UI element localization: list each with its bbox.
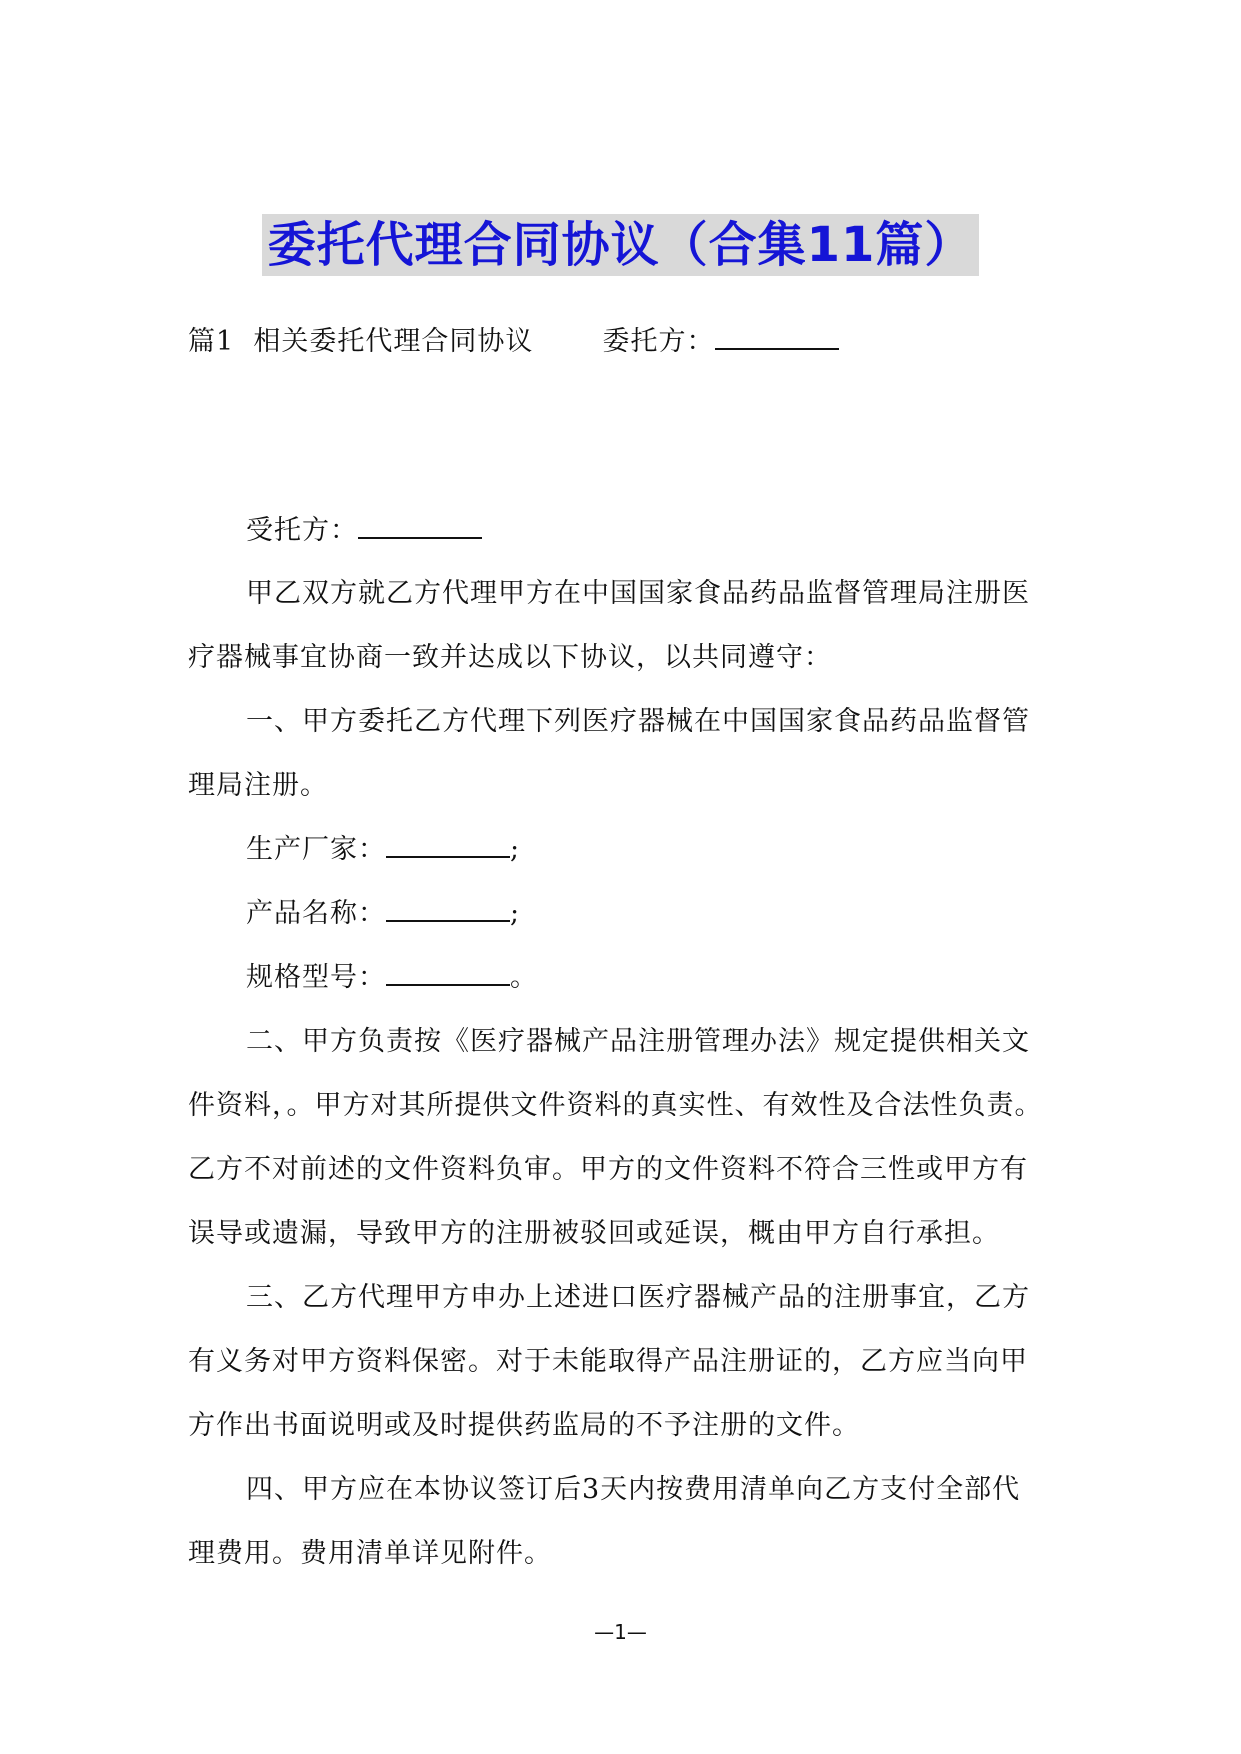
title-container <box>0 214 1241 276</box>
agent-blank <box>358 511 482 539</box>
part-heading: 相关委托代理合同协议 <box>253 326 534 357</box>
paragraph-line: 甲乙双方就乙方代理甲方在中国国家食品药品监督管理局注册医 <box>246 578 1030 609</box>
manufacturer-line <box>246 830 1116 870</box>
client-blank <box>715 322 839 350</box>
product-blank <box>386 894 510 922</box>
paragraph-line: 四、甲方应在本协议签订后3天内按费用清单向乙方支付全部代 <box>246 1474 1021 1505</box>
spec-blank <box>386 958 510 986</box>
agent-label: 受托方： <box>246 515 358 546</box>
paragraph-line: 二、甲方负责按《医疗器械产品注册管理办法》规定提供相关文 <box>246 1026 1030 1057</box>
product-label: 产品名称： <box>246 898 386 929</box>
product-line <box>246 894 1116 934</box>
paragraph-line: 乙方不对前述的文件资料负审。甲方的文件资料不符合三性或甲方有 <box>188 1154 1028 1185</box>
paragraph-line: 有义务对甲方资料保密。对于未能取得产品注册证的，乙方应当向甲 <box>188 1346 1028 1377</box>
manufacturer-end: ; <box>510 834 521 865</box>
document-title: 委托代理合同协议（合集11篇） <box>262 214 980 276</box>
paragraph-line: 件资料，。甲方对其所提供文件资料的真实性、有效性及合法性负责。 <box>188 1090 1043 1121</box>
paragraph-line: 疗器械事宜协商一致并达成以下协议，以共同遵守： <box>188 642 832 673</box>
client-label: 委托方： <box>602 326 715 357</box>
part-number: 篇1 <box>188 326 235 357</box>
product-end: ; <box>510 898 521 929</box>
spec-label: 规格型号： <box>246 962 386 993</box>
paragraph-line: 一、甲方委托乙方代理下列医疗器械在中国国家食品药品监督管 <box>246 706 1030 737</box>
paragraph-line: 理局注册。 <box>188 770 328 801</box>
paragraph-line: 理费用。费用清单详见附件。 <box>188 1538 552 1569</box>
paragraph-line: 方作出书面说明或及时提供药监局的不予注册的文件。 <box>188 1410 860 1441</box>
manufacturer-blank <box>386 830 510 858</box>
page-number: —1— <box>594 1620 647 1644</box>
agent-line <box>246 511 1116 551</box>
paragraph-line: 误导或遗漏，导致甲方的注册被驳回或延误，概由甲方自行承担。 <box>188 1218 1000 1249</box>
spec-line <box>246 958 1116 998</box>
spec-end: 。 <box>510 962 538 993</box>
header-line <box>188 322 1058 362</box>
paragraph-line: 三、乙方代理甲方申办上述进口医疗器械产品的注册事宜，乙方 <box>246 1282 1030 1313</box>
manufacturer-label: 生产厂家： <box>246 834 386 865</box>
